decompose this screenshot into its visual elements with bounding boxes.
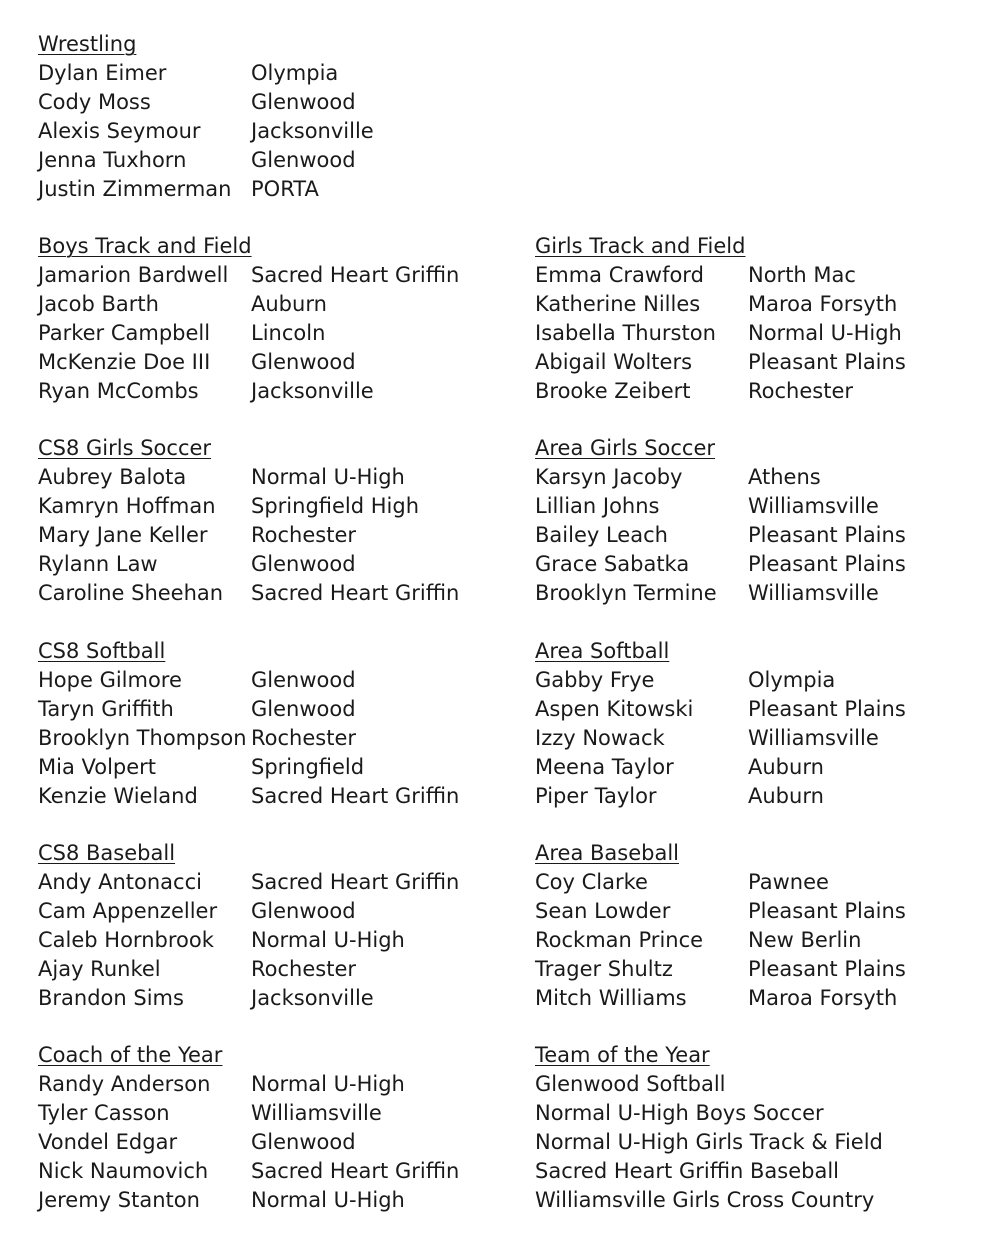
list-item [535, 695, 984, 724]
list-item [38, 59, 498, 88]
school-name: Olympia [251, 61, 339, 85]
athlete-name: Karsyn Jacoby [535, 465, 683, 489]
school-name: Pleasant Plains [748, 552, 906, 576]
school-name: Maroa Forsyth [748, 986, 898, 1010]
athlete-name: Brandon Sims [38, 986, 184, 1010]
list-item [535, 1070, 984, 1099]
list-item [535, 1099, 984, 1128]
school-name: Sacred Heart Griffin [251, 1159, 460, 1183]
section-cs8-softball [38, 637, 498, 811]
list-item [38, 753, 498, 782]
athlete-name: Caroline Sheehan [38, 581, 224, 605]
athlete-name: Abigail Wolters [535, 350, 693, 374]
school-name: PORTA [251, 177, 319, 201]
list-item [38, 88, 498, 117]
school-name: New Berlin [748, 928, 862, 952]
school-name: Auburn [748, 755, 824, 779]
list-item [38, 117, 498, 146]
school-name: Rochester [251, 523, 356, 547]
school-name: Sacred Heart Griffin [251, 581, 460, 605]
athlete-name: Sean Lowder [535, 899, 671, 923]
list-item [38, 175, 498, 204]
list-item [38, 868, 498, 897]
athlete-name: Kamryn Hoffman [38, 494, 216, 518]
athlete-name: Cam Appenzeller [38, 899, 218, 923]
list-item [535, 290, 984, 319]
list-item [38, 897, 498, 926]
team-name: Normal U-High Boys Soccer [535, 1101, 824, 1125]
section-title: Girls Track and Field [535, 234, 746, 258]
school-name: Glenwood [251, 90, 356, 114]
list-item [535, 579, 984, 608]
athlete-name: Piper Taylor [535, 784, 657, 808]
list-item [38, 377, 498, 406]
list-item [535, 1128, 984, 1157]
school-name: Glenwood [251, 552, 356, 576]
list-item [38, 579, 498, 608]
coach-name: Vondel Edgar [38, 1130, 178, 1154]
list-item [535, 1157, 984, 1186]
school-name: Williamsville [748, 726, 879, 750]
coach-name: Jeremy Stanton [38, 1188, 200, 1212]
section-team-of-year [535, 1041, 984, 1215]
list-item [535, 868, 984, 897]
athlete-name: Cody Moss [38, 90, 151, 114]
school-name: Pawnee [748, 870, 829, 894]
team-name: Glenwood Softball [535, 1072, 726, 1096]
school-name: Maroa Forsyth [748, 292, 898, 316]
school-name: Sacred Heart Griffin [251, 263, 460, 287]
list-item [38, 348, 498, 377]
section-cs8-girls-soccer [38, 434, 498, 608]
school-name: Williamsville [748, 494, 879, 518]
list-item [38, 724, 498, 753]
athlete-name: Coy Clarke [535, 870, 648, 894]
list-item [535, 955, 984, 984]
athlete-name: Rylann Law [38, 552, 158, 576]
school-name: Auburn [748, 784, 824, 808]
school-name: Normal U-High [251, 465, 405, 489]
athlete-name: Mia Volpert [38, 755, 157, 779]
athlete-name: Isabella Thurston [535, 321, 716, 345]
athlete-name: Katherine Nilles [535, 292, 701, 316]
list-item [38, 695, 498, 724]
list-item [535, 261, 984, 290]
coach-name: Nick Naumovich [38, 1159, 209, 1183]
school-name: Normal U-High [251, 1188, 405, 1212]
school-name: Glenwood [251, 148, 356, 172]
school-name: Olympia [748, 668, 836, 692]
school-name: Auburn [251, 292, 327, 316]
school-name: Athens [748, 465, 821, 489]
school-name: Pleasant Plains [748, 523, 906, 547]
school-name: Springfield High [251, 494, 420, 518]
list-item [535, 782, 984, 811]
list-item [38, 319, 498, 348]
athlete-name: Izzy Nowack [535, 726, 665, 750]
list-item [535, 724, 984, 753]
section-title: CS8 Baseball [38, 841, 176, 865]
school-name: Pleasant Plains [748, 350, 906, 374]
section-coach-of-year [38, 1041, 498, 1215]
athlete-name: Taryn Griffith [38, 697, 174, 721]
section-title: Boys Track and Field [38, 234, 252, 258]
team-name: Sacred Heart Griffin Baseball [535, 1159, 839, 1183]
school-name: Pleasant Plains [748, 697, 906, 721]
list-item [535, 753, 984, 782]
list-item [38, 1128, 498, 1157]
athlete-name: Gabby Frye [535, 668, 655, 692]
coach-name: Randy Anderson [38, 1072, 211, 1096]
section-wrestling [38, 30, 498, 204]
section-area-softball [535, 637, 984, 811]
athlete-name: Brooke Zeibert [535, 379, 691, 403]
athlete-name: Mitch Williams [535, 986, 687, 1010]
athlete-name: Ajay Runkel [38, 957, 161, 981]
list-item [535, 550, 984, 579]
athlete-name: Parker Campbell [38, 321, 211, 345]
school-name: Rochester [748, 379, 853, 403]
school-name: Williamsville [251, 1101, 382, 1125]
list-item [38, 1099, 498, 1128]
list-item [38, 666, 498, 695]
athlete-name: Brooklyn Thompson [38, 726, 247, 750]
athlete-name: Mary Jane Keller [38, 523, 208, 547]
school-name: Rochester [251, 957, 356, 981]
school-name: Pleasant Plains [748, 899, 906, 923]
list-item [535, 926, 984, 955]
list-item [535, 897, 984, 926]
section-title: Area Girls Soccer [535, 436, 716, 460]
section-title: Area Softball [535, 639, 670, 663]
athlete-name: Jenna Tuxhorn [38, 148, 187, 172]
athlete-name: Brooklyn Termine [535, 581, 717, 605]
team-name: Williamsville Girls Cross Country [535, 1188, 875, 1212]
school-name: Glenwood [251, 697, 356, 721]
athlete-name: Aspen Kitowski [535, 697, 694, 721]
list-item [535, 463, 984, 492]
section-title: CS8 Softball [38, 639, 166, 663]
section-title: Team of the Year [535, 1043, 710, 1067]
section-area-baseball [535, 839, 984, 1013]
athlete-name: Bailey Leach [535, 523, 668, 547]
athlete-name: Alexis Seymour [38, 119, 201, 143]
athlete-name: Jacob Barth [38, 292, 159, 316]
school-name: Springfield [251, 755, 365, 779]
section-title: Wrestling [38, 32, 137, 56]
school-name: Glenwood [251, 668, 356, 692]
athlete-name: Caleb Hornbrook [38, 928, 214, 952]
list-item [535, 666, 984, 695]
section-boys-track [38, 232, 498, 406]
school-name: Normal U-High [748, 321, 902, 345]
athlete-name: Aubrey Balota [38, 465, 187, 489]
list-item [38, 290, 498, 319]
list-item [38, 261, 498, 290]
athlete-name: Trager Shultz [535, 957, 673, 981]
athlete-name: Kenzie Wieland [38, 784, 198, 808]
athlete-name: Grace Sabatka [535, 552, 690, 576]
section-girls-track [535, 232, 984, 406]
list-item [535, 984, 984, 1013]
section-title: CS8 Girls Soccer [38, 436, 212, 460]
athlete-name: Jamarion Bardwell [38, 263, 229, 287]
list-item [38, 550, 498, 579]
list-item [535, 492, 984, 521]
school-name: Jacksonville [251, 986, 374, 1010]
athlete-name: Dylan Eimer [38, 61, 167, 85]
school-name: Sacred Heart Griffin [251, 784, 460, 808]
athlete-name: Justin Zimmerman [38, 177, 232, 201]
team-name: Normal U-High Girls Track & Field [535, 1130, 883, 1154]
list-item [38, 492, 498, 521]
school-name: Sacred Heart Griffin [251, 870, 460, 894]
athlete-name: Andy Antonacci [38, 870, 202, 894]
list-item [38, 1186, 498, 1215]
school-name: Glenwood [251, 899, 356, 923]
athlete-name: Emma Crawford [535, 263, 704, 287]
section-area-girls-soccer [535, 434, 984, 608]
list-item [535, 1186, 984, 1215]
list-item [38, 146, 498, 175]
athlete-name: Meena Taylor [535, 755, 674, 779]
school-name: Normal U-High [251, 928, 405, 952]
school-name: Glenwood [251, 1130, 356, 1154]
school-name: Glenwood [251, 350, 356, 374]
school-name: Pleasant Plains [748, 957, 906, 981]
athlete-name: Hope Gilmore [38, 668, 182, 692]
list-item [38, 926, 498, 955]
coach-name: Tyler Casson [38, 1101, 170, 1125]
section-title: Coach of the Year [38, 1043, 223, 1067]
list-item [38, 463, 498, 492]
school-name: Jacksonville [251, 379, 374, 403]
list-item [38, 521, 498, 550]
list-item [38, 955, 498, 984]
school-name: Lincoln [251, 321, 326, 345]
list-item [535, 521, 984, 550]
list-item [38, 984, 498, 1013]
school-name: Williamsville [748, 581, 879, 605]
list-item [38, 1070, 498, 1099]
athlete-name: Rockman Prince [535, 928, 704, 952]
list-item [535, 377, 984, 406]
athlete-name: Ryan McCombs [38, 379, 199, 403]
list-item [38, 1157, 498, 1186]
school-name: Normal U-High [251, 1072, 405, 1096]
list-item [535, 319, 984, 348]
athlete-name: McKenzie Doe III [38, 350, 211, 374]
school-name: North Mac [748, 263, 856, 287]
list-item [38, 782, 498, 811]
school-name: Rochester [251, 726, 356, 750]
athlete-name: Lillian Johns [535, 494, 660, 518]
school-name: Jacksonville [251, 119, 374, 143]
list-item [535, 348, 984, 377]
section-title: Area Baseball [535, 841, 680, 865]
section-cs8-baseball [38, 839, 498, 1013]
